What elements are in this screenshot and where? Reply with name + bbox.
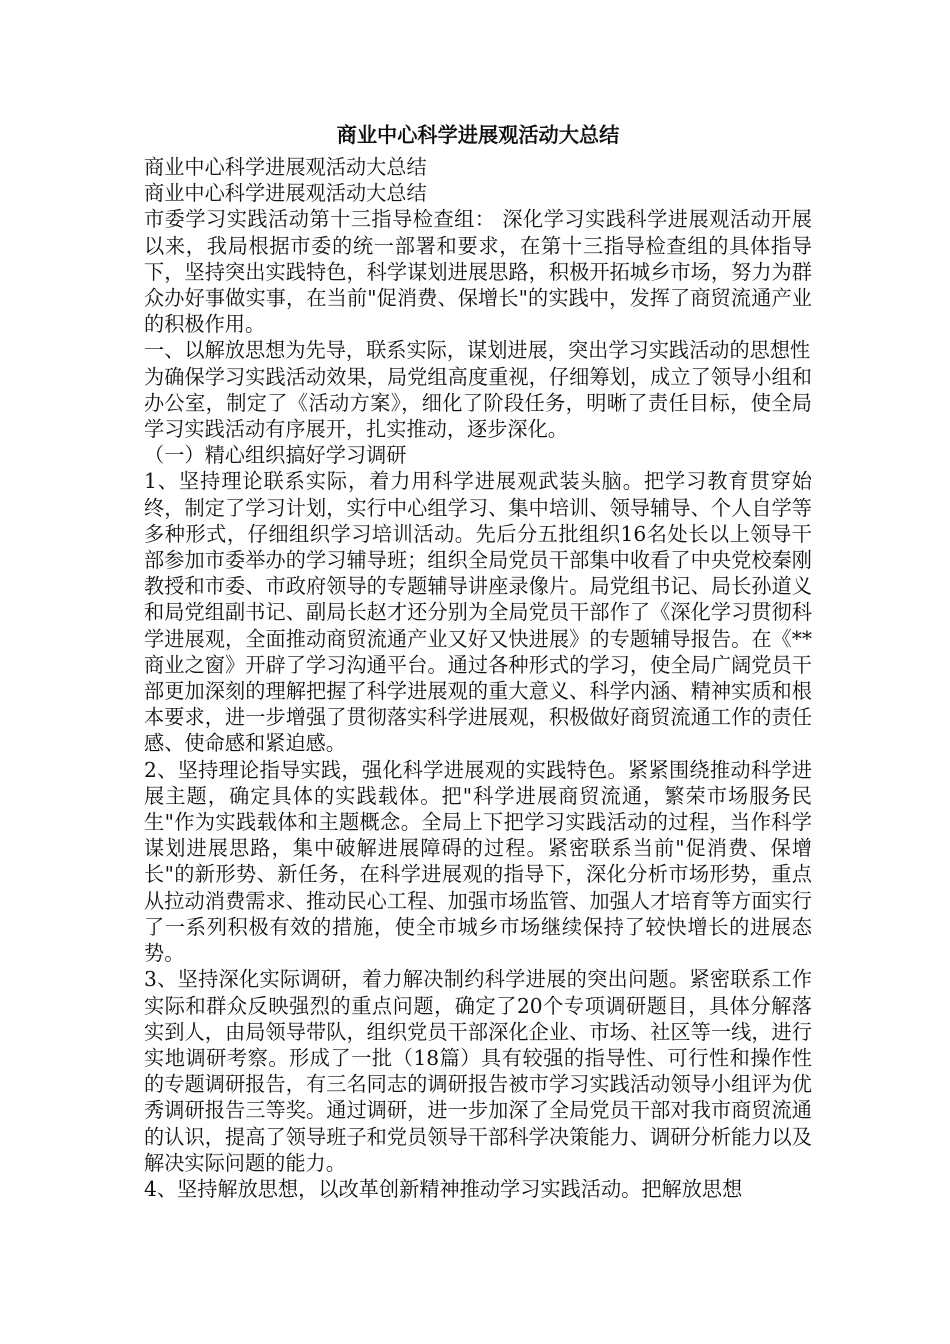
item-paragraph-2: 2、坚持理论指导实践，强化科学进展观的实践特色。紧紧围绕推动科学进展主题，确定具体的实践载体。把"科学进展商贸流通，繁荣市场服务民生"作为实践载体和主题概念。全局上下把学习实践活动的过程，当作科学谋划进展思路，集中破解进展障碍的过程。紧密联系当前"促消费、保增长"的新形势、新任务，在科学进展观的指导下，深化分析市场形势，重点从拉动消费需求、推动民心工程、加强市场监管、加强人才培育等方面实行了一系列积极有效的措施，使全市城乡市场继续保持了较快增长的进展态势。 — [144, 757, 812, 966]
item-paragraph-3: 3、坚持深化实际调研，着力解决制约科学进展的突出问题。紧密联系工作实际和群众反映强烈的重点问题，确定了20个专项调研题目，具体分解落实到人，由局领导带队，组织党员干部深化企业、市场、社区等一线，进行实地调研考察。形成了一批（18篇）具有较强的指导性、可行性和操作性的专题调研报告，有三名同志的调研报告被市学习实践活动领导小组评为优秀调研报告三等奖。通过调研，进一步加深了全局党员干部对我市商贸流通的认识，提高了领导班子和党员领导干部科学决策能力、调研分析能力以及解决实际问题的能力。 — [144, 967, 812, 1175]
document-page — [144, 118, 812, 1202]
section-heading-1: 一、以解放思想为先导，联系实际，谋划进展，突出学习实践活动的思想性 — [144, 338, 811, 363]
subtitle-line-2: 商业中心科学进展观活动大总结 — [144, 181, 427, 206]
subtitle-line-1: 商业中心科学进展观活动大总结 — [144, 155, 427, 179]
section-paragraph-1: 为确保学习实践活动效果，局党组高度重视，仔细筹划，成立了领导小组和办公室，制定了《活动方案》，细化了阶段任务，明晰了责任目标，使全局学习实践活动有序展开，扎实推动，逐步深化。 — [144, 364, 812, 442]
item-paragraph-4: 4、坚持解放思想，以改革创新精神推动学习实践活动。把解放思想 — [144, 1176, 743, 1201]
subsection-heading-1: （一）精心组织搞好学习调研 — [144, 443, 407, 468]
intro-paragraph: 市委学习实践活动第十三指导检查组： 深化学习实践科学进展观活动开展以来，我局根据市委的统一部署和要求，在第十三指导检查组的具体指导下，坚持突出实践特色，科学谋划进展思路，积极开拓城乡市场，努力为群众办好事做实事，在当前"促消费、保增长"的实践中，发挥了商贸流通产业的积极作用。 — [144, 207, 812, 337]
document-title: 商业中心科学进展观活动大总结 — [336, 123, 620, 147]
item-paragraph-1: 1、坚持理论联系实际，着力用科学进展观武装头脑。把学习教育贯穿始终，制定了学习计划，实行中心组学习、集中培训、领导辅导、个人自学等多种形式，仔细组织学习培训活动。先后分五批组织16名处长以上领导干部参加市委举办的学习辅导班；组织全局党员干部集中收看了中央党校秦刚教授和市委、市政府领导的专题辅导讲座录像片。局党组书记、局长孙道义和局党组副书记、副局长赵才还分别为全局党员干部作了《深化学习贯彻科学进展观，全面推动商贸流通产业又好又快进展》的专题辅导报告。在《**商业之窗》开辟了学习沟通平台。通过各种形式的学习，使全局广阔党员干部更加深刻的理解把握了科学进展观的重大意义、科学内涵、精神实质和根本要求，进一步增强了贯彻落实科学进展观，积极做好商贸流通工作的责任感、使命感和紧迫感。 — [144, 469, 812, 756]
